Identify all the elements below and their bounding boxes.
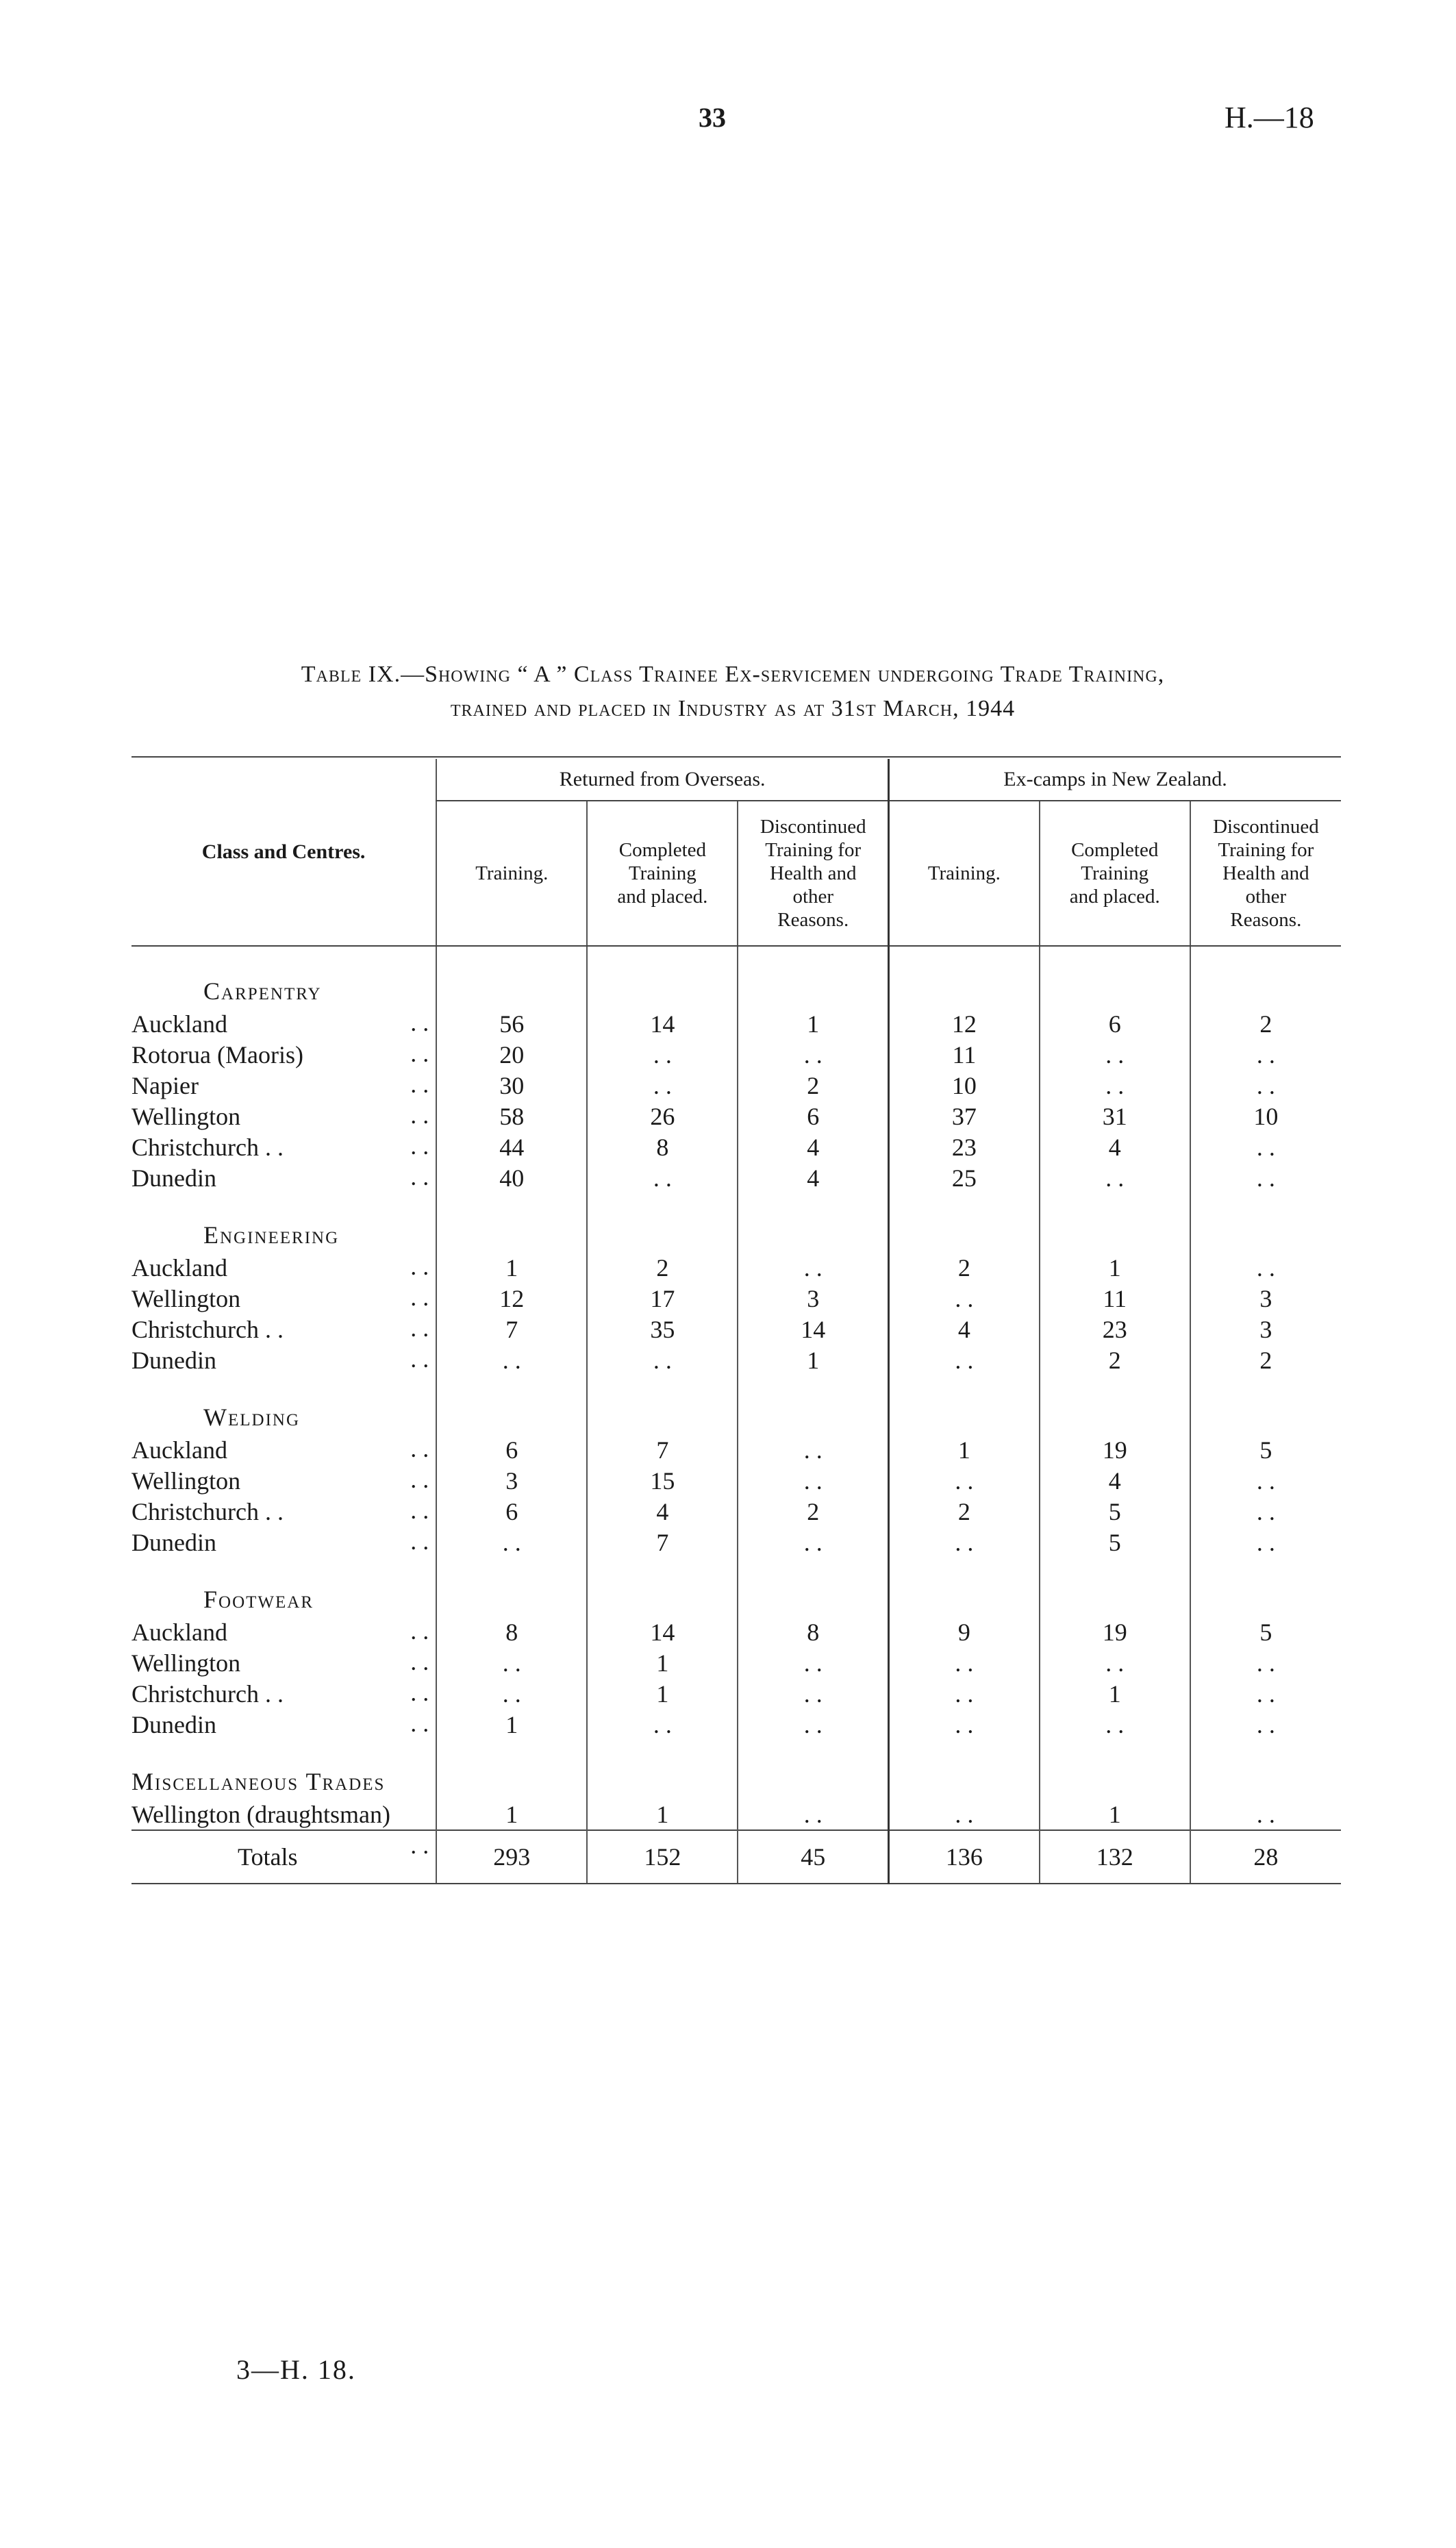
value-cell: 1 (1040, 1799, 1190, 1830)
leader-dots: . . (410, 1132, 429, 1160)
section-blank-cell (1190, 974, 1341, 1008)
value-cell: 10 (889, 1070, 1040, 1101)
spacer-row (131, 1375, 1341, 1400)
centre-cell (131, 1345, 436, 1375)
table-row (131, 1527, 1341, 1558)
section-blank-cell (1040, 1400, 1190, 1434)
table-caption (123, 658, 1342, 726)
leader-dots: . . (410, 1648, 429, 1675)
spacer-cell (738, 1558, 888, 1582)
spacer-cell (436, 1375, 587, 1400)
section-title: Miscellaneous Trades (131, 1768, 386, 1795)
spacer-cell (587, 1193, 738, 1218)
value-cell: 8 (738, 1616, 888, 1647)
stub-header: Class and Centres. (131, 759, 436, 946)
value-cell: . . (889, 1709, 1040, 1740)
section-blank-cell (1040, 974, 1190, 1008)
section-title: Welding (203, 1403, 301, 1431)
centre-name: Wellington (131, 1284, 241, 1312)
value-cell: 23 (1040, 1314, 1190, 1345)
value-cell: . . (738, 1252, 888, 1283)
spacer-cell (131, 1740, 436, 1764)
spacer-cell (436, 1740, 587, 1764)
value-cell: 6 (436, 1496, 587, 1527)
group-header-overseas: Returned from Overseas. (436, 759, 888, 801)
spacer-cell (1040, 1375, 1190, 1400)
table-row (131, 1434, 1341, 1465)
value-cell: 25 (889, 1162, 1040, 1193)
total-value-cell: 45 (738, 1830, 888, 1884)
centre-cell (131, 1709, 436, 1740)
value-cell: 1 (587, 1678, 738, 1709)
spacer-cell (889, 1193, 1040, 1218)
spacer-cell (131, 946, 436, 974)
value-cell: 4 (1040, 1132, 1190, 1162)
spacer-cell (587, 1558, 738, 1582)
table-row (131, 1314, 1341, 1345)
value-cell: 2 (738, 1496, 888, 1527)
value-cell: . . (738, 1465, 888, 1496)
spacer-cell (738, 1193, 888, 1218)
value-cell: 5 (1040, 1527, 1190, 1558)
centre-name: Dunedin (131, 1528, 216, 1556)
leader-dots: . . (410, 1832, 429, 1859)
value-cell: 17 (587, 1283, 738, 1314)
table-row (131, 1070, 1341, 1101)
spacer-cell (131, 1193, 436, 1218)
table-row (131, 1345, 1341, 1375)
section-blank-cell (587, 1764, 738, 1799)
leader-dots: . . (410, 1284, 429, 1311)
footer-signature: 3—H. 18. (236, 2354, 356, 2385)
section-blank-cell (1040, 1218, 1190, 1252)
value-cell: 7 (436, 1314, 587, 1345)
group-header-nz: Ex-camps in New Zealand. (889, 759, 1341, 801)
centre-name: Auckland (131, 1010, 227, 1038)
value-cell: . . (587, 1162, 738, 1193)
section-blank-cell (1190, 1764, 1341, 1799)
value-cell: 3 (1190, 1283, 1341, 1314)
leader-dots: . . (410, 1710, 429, 1737)
centre-cell (131, 1132, 436, 1162)
value-cell: 8 (436, 1616, 587, 1647)
value-cell: 56 (436, 1008, 587, 1039)
table-caption-line-1: Table IX.—Showing “ A ” Class Trainee Ex-servicemen undergoing Trade Training, (301, 662, 1165, 687)
centre-name: Dunedin (131, 1710, 216, 1738)
table-caption-line-2: trained and placed in Industry as at 31st March, 1944 (450, 696, 1016, 721)
leader-dots: . . (410, 1497, 429, 1524)
centre-name: Christchurch . . (131, 1497, 284, 1525)
section-row (131, 974, 1341, 1008)
centre-cell (131, 1434, 436, 1465)
value-cell: 4 (1040, 1465, 1190, 1496)
table-row (131, 1709, 1341, 1740)
value-cell: 6 (436, 1434, 587, 1465)
value-cell: . . (889, 1465, 1040, 1496)
value-cell: 10 (1190, 1101, 1341, 1132)
value-cell: . . (889, 1678, 1040, 1709)
value-cell: 2 (738, 1070, 888, 1101)
table-row (131, 1799, 1341, 1830)
value-cell: 2 (1190, 1008, 1341, 1039)
spacer-cell (436, 1193, 587, 1218)
leader-dots: . . (410, 1617, 429, 1645)
total-value-cell: 132 (1040, 1830, 1190, 1884)
centre-name: Wellington (131, 1649, 241, 1677)
spacer-cell (1040, 1740, 1190, 1764)
value-cell: . . (889, 1647, 1040, 1678)
centre-cell (131, 1647, 436, 1678)
spacer-cell (131, 1558, 436, 1582)
value-cell: . . (436, 1647, 587, 1678)
centre-name: Christchurch . . (131, 1315, 284, 1343)
value-cell: . . (1190, 1496, 1341, 1527)
value-cell: 14 (738, 1314, 888, 1345)
value-cell: 1 (436, 1799, 587, 1830)
value-cell: 6 (738, 1101, 888, 1132)
value-cell: 3 (738, 1283, 888, 1314)
value-cell: . . (1190, 1162, 1341, 1193)
value-cell: . . (738, 1678, 888, 1709)
section-row (131, 1400, 1341, 1434)
centre-cell (131, 1252, 436, 1283)
total-value-cell: 293 (436, 1830, 587, 1884)
leader-dots: . . (410, 1040, 429, 1067)
value-cell: . . (587, 1039, 738, 1070)
value-cell: . . (738, 1434, 888, 1465)
section-blank-cell (1040, 1582, 1190, 1616)
value-cell: . . (1190, 1799, 1341, 1830)
value-cell: 2 (1190, 1345, 1341, 1375)
value-cell: . . (1190, 1039, 1341, 1070)
value-cell: . . (1190, 1132, 1341, 1162)
section-blank-cell (1040, 1764, 1190, 1799)
value-cell: 12 (436, 1283, 587, 1314)
total-value-cell: 152 (587, 1830, 738, 1884)
table-row (131, 1101, 1341, 1132)
spacer-cell (436, 1558, 587, 1582)
spacer-cell (738, 1740, 888, 1764)
value-cell: 1 (436, 1709, 587, 1740)
section-blank-cell (587, 1218, 738, 1252)
value-cell: . . (1040, 1709, 1190, 1740)
value-cell: 12 (889, 1008, 1040, 1039)
value-cell: 19 (1040, 1616, 1190, 1647)
section-blank-cell (738, 1582, 888, 1616)
value-cell: 7 (587, 1527, 738, 1558)
centre-cell (131, 1465, 436, 1496)
total-value-cell: 136 (889, 1830, 1040, 1884)
centre-cell (131, 1008, 436, 1039)
centre-cell (131, 1101, 436, 1132)
centre-name: Auckland (131, 1253, 227, 1282)
value-cell: 5 (1190, 1434, 1341, 1465)
value-cell: 30 (436, 1070, 587, 1101)
value-cell: 8 (587, 1132, 738, 1162)
column-header-3: Discontinued Training for Health and other Reasons. (738, 801, 888, 946)
centre-cell (131, 1070, 436, 1101)
value-cell: 4 (889, 1314, 1040, 1345)
section-blank-cell (889, 974, 1040, 1008)
table-top-rule (131, 756, 1341, 758)
section-blank-cell (436, 1764, 587, 1799)
centre-name: Wellington (draughtsman) (131, 1800, 391, 1828)
value-cell: . . (889, 1799, 1040, 1830)
spacer-cell (1040, 1193, 1190, 1218)
centre-cell (131, 1162, 436, 1193)
table-row (131, 1162, 1341, 1193)
spacer-cell (889, 946, 1040, 974)
section-blank-cell (436, 1400, 587, 1434)
value-cell: 14 (587, 1616, 738, 1647)
spacer-row (131, 946, 1341, 974)
centre-name: Auckland (131, 1436, 227, 1464)
page-number: 33 (699, 102, 726, 133)
leader-dots: . . (410, 1314, 429, 1342)
column-header-1: Training. (436, 801, 587, 946)
trainee-table (131, 759, 1341, 1884)
value-cell: 37 (889, 1101, 1040, 1132)
leader-dots: . . (410, 1253, 429, 1280)
value-cell: 23 (889, 1132, 1040, 1162)
value-cell: . . (587, 1345, 738, 1375)
table-row (131, 1496, 1341, 1527)
value-cell: . . (587, 1070, 738, 1101)
value-cell: 7 (587, 1434, 738, 1465)
value-cell: 1 (738, 1345, 888, 1375)
section-blank-cell (889, 1582, 1040, 1616)
totals-row (131, 1830, 1341, 1884)
value-cell: 1 (587, 1647, 738, 1678)
section-row (131, 1218, 1341, 1252)
spacer-cell (587, 946, 738, 974)
totals-label-cell (131, 1830, 436, 1884)
value-cell: . . (738, 1527, 888, 1558)
table-row (131, 1283, 1341, 1314)
table-row (131, 1132, 1341, 1162)
spacer-row (131, 1558, 1341, 1582)
value-cell: . . (436, 1527, 587, 1558)
value-cell: . . (738, 1039, 888, 1070)
value-cell: 11 (1040, 1283, 1190, 1314)
table-row (131, 1008, 1341, 1039)
leader-dots: . . (410, 1435, 429, 1462)
section-blank-cell (738, 1218, 888, 1252)
value-cell: . . (1190, 1070, 1341, 1101)
section-row (131, 1582, 1341, 1616)
value-cell: . . (1190, 1647, 1341, 1678)
leader-dots: . . (410, 1527, 429, 1555)
value-cell: 9 (889, 1616, 1040, 1647)
value-cell: 26 (587, 1101, 738, 1132)
section-blank-cell (436, 974, 587, 1008)
value-cell: 2 (889, 1496, 1040, 1527)
spacer-cell (1190, 1740, 1341, 1764)
centre-name: Christchurch . . (131, 1133, 284, 1161)
value-cell: . . (1040, 1162, 1190, 1193)
section-blank-cell (587, 1400, 738, 1434)
value-cell: . . (738, 1799, 888, 1830)
section-blank-cell (587, 974, 738, 1008)
value-cell: 19 (1040, 1434, 1190, 1465)
table-row (131, 1252, 1341, 1283)
value-cell: . . (1190, 1252, 1341, 1283)
centre-name: Wellington (131, 1102, 241, 1130)
section-blank-cell (889, 1400, 1040, 1434)
centre-cell (131, 1678, 436, 1709)
leader-dots: . . (410, 1101, 429, 1129)
value-cell: 4 (738, 1162, 888, 1193)
centre-cell (131, 1314, 436, 1345)
leader-dots: . . (410, 1163, 429, 1190)
value-cell: . . (1190, 1465, 1341, 1496)
value-cell: 35 (587, 1314, 738, 1345)
spacer-cell (131, 1375, 436, 1400)
spacer-cell (1040, 946, 1190, 974)
value-cell: . . (1040, 1647, 1190, 1678)
section-blank-cell (889, 1218, 1040, 1252)
leader-dots: . . (410, 1009, 429, 1036)
value-cell: 2 (889, 1252, 1040, 1283)
section-blank-cell (738, 1400, 888, 1434)
column-header-5: Completed Training and placed. (1040, 801, 1190, 946)
centre-cell (131, 1496, 436, 1527)
spacer-cell (1190, 1558, 1341, 1582)
value-cell: . . (587, 1709, 738, 1740)
section-title: Carpentry (203, 977, 322, 1005)
value-cell: . . (1040, 1070, 1190, 1101)
value-cell: 2 (587, 1252, 738, 1283)
centre-name: Christchurch . . (131, 1679, 284, 1708)
column-header-4: Training. (889, 801, 1040, 946)
spacer-cell (738, 946, 888, 974)
spacer-cell (436, 946, 587, 974)
value-cell: 1 (1040, 1678, 1190, 1709)
value-cell: 1 (889, 1434, 1040, 1465)
section-blank-cell (587, 1582, 738, 1616)
value-cell: . . (738, 1709, 888, 1740)
centre-cell (131, 1527, 436, 1558)
value-cell: 1 (738, 1008, 888, 1039)
value-cell: 3 (436, 1465, 587, 1496)
spacer-cell (587, 1375, 738, 1400)
value-cell: 4 (587, 1496, 738, 1527)
value-cell: 44 (436, 1132, 587, 1162)
spacer-cell (1190, 1193, 1341, 1218)
section-blank-cell (1190, 1218, 1341, 1252)
value-cell: 1 (1040, 1252, 1190, 1283)
value-cell: . . (889, 1283, 1040, 1314)
value-cell: . . (738, 1647, 888, 1678)
value-cell: 1 (436, 1252, 587, 1283)
centre-name: Napier (131, 1071, 199, 1099)
centre-name: Auckland (131, 1618, 227, 1646)
leader-dots: . . (410, 1466, 429, 1493)
section-blank-cell (1190, 1582, 1341, 1616)
section-blank-cell (436, 1582, 587, 1616)
value-cell: 11 (889, 1039, 1040, 1070)
value-cell: . . (1190, 1678, 1341, 1709)
centre-cell (131, 1283, 436, 1314)
value-cell: 20 (436, 1039, 587, 1070)
centre-cell (131, 1799, 436, 1830)
value-cell: 5 (1040, 1496, 1190, 1527)
column-header-6: Discontinued Training for Health and other Reasons. (1190, 801, 1341, 946)
value-cell: 5 (1190, 1616, 1341, 1647)
centre-name: Dunedin (131, 1164, 216, 1192)
value-cell: . . (436, 1678, 587, 1709)
value-cell: 58 (436, 1101, 587, 1132)
value-cell: . . (436, 1345, 587, 1375)
centre-cell (131, 1039, 436, 1070)
table-header (131, 759, 1341, 946)
value-cell: 3 (1190, 1314, 1341, 1345)
spacer-cell (738, 1375, 888, 1400)
leader-dots: . . (410, 1679, 429, 1706)
table-row (131, 1616, 1341, 1647)
table-row (131, 1465, 1341, 1496)
spacer-cell (587, 1740, 738, 1764)
value-cell: 1 (587, 1799, 738, 1830)
table-row (131, 1039, 1341, 1070)
spacer-row (131, 1740, 1341, 1764)
spacer-cell (1190, 1375, 1341, 1400)
spacer-cell (1040, 1558, 1190, 1582)
total-value-cell: 28 (1190, 1830, 1341, 1884)
leader-dots: . . (410, 1345, 429, 1373)
spacer-row (131, 1193, 1341, 1218)
value-cell: 2 (1040, 1345, 1190, 1375)
table-body (131, 946, 1341, 1884)
section-blank-cell (436, 1218, 587, 1252)
spacer-cell (1190, 946, 1341, 974)
value-cell: 31 (1040, 1101, 1190, 1132)
totals-label: Totals (238, 1843, 298, 1871)
value-cell: . . (1190, 1709, 1341, 1740)
centre-name: Wellington (131, 1466, 241, 1495)
value-cell: 15 (587, 1465, 738, 1496)
table-row (131, 1678, 1341, 1709)
centre-cell (131, 1616, 436, 1647)
value-cell: 4 (738, 1132, 888, 1162)
value-cell: . . (889, 1345, 1040, 1375)
section-blank-cell (738, 1764, 888, 1799)
section-blank-cell (1190, 1400, 1341, 1434)
value-cell: . . (889, 1527, 1040, 1558)
centre-name: Dunedin (131, 1346, 216, 1374)
section-blank-cell (889, 1764, 1040, 1799)
section-row (131, 1764, 1341, 1799)
section-title: Footwear (203, 1586, 314, 1613)
value-cell: . . (1040, 1039, 1190, 1070)
section-blank-cell (738, 974, 888, 1008)
table-row (131, 1647, 1341, 1678)
value-cell: 14 (587, 1008, 738, 1039)
spacer-cell (889, 1558, 1040, 1582)
value-cell: . . (1190, 1527, 1341, 1558)
spacer-cell (889, 1740, 1040, 1764)
leader-dots: . . (410, 1071, 429, 1098)
section-title: Engineering (203, 1221, 340, 1249)
document-reference: H.—18 (1225, 101, 1314, 134)
centre-name: Rotorua (Maoris) (131, 1040, 303, 1069)
value-cell: 40 (436, 1162, 587, 1193)
column-header-2: Completed Training and placed. (587, 801, 738, 946)
value-cell: 6 (1040, 1008, 1190, 1039)
spacer-cell (889, 1375, 1040, 1400)
